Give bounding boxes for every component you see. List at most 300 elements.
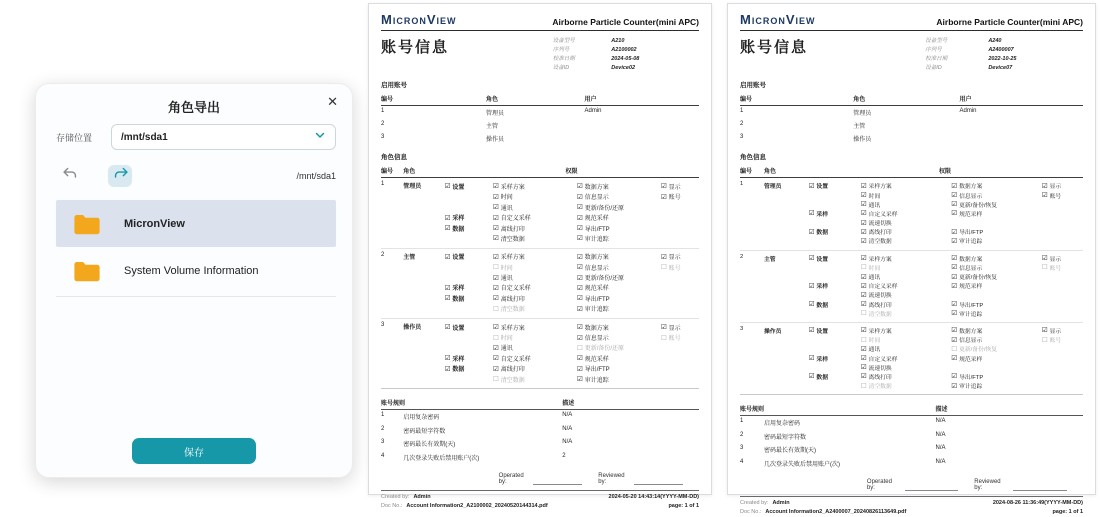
- permission-item: [951, 363, 1042, 372]
- checked-checkbox-icon: ☑: [808, 209, 815, 218]
- doc-number-value: Account Information2_A2400007_20240826113649.pdf: [765, 509, 907, 516]
- permission-label: 更新/备份/恢复: [959, 275, 998, 282]
- permission-item: [951, 190, 1042, 199]
- permission-item: [951, 227, 1042, 236]
- checked-checkbox-icon: ☑: [1041, 191, 1048, 200]
- permission-label: 数据: [816, 374, 829, 381]
- meta-row: [553, 55, 699, 64]
- checked-checkbox-icon: ☑: [660, 252, 667, 261]
- permission-label: 显示: [1049, 184, 1062, 191]
- permission-label: 采样: [452, 286, 465, 293]
- permission-group: [445, 192, 493, 202]
- unchecked-checkbox-icon: ☐: [860, 309, 867, 318]
- accounts-table-header: [381, 91, 699, 106]
- checked-checkbox-icon: ☑: [576, 234, 583, 243]
- permission-item: [1042, 254, 1083, 263]
- meta-label: 序列号: [925, 47, 942, 54]
- checked-checkbox-icon: ☑: [444, 323, 451, 332]
- checked-checkbox-icon: ☑: [860, 372, 867, 381]
- rule-name: 密码最短字符数: [764, 434, 807, 441]
- permission-label: 设置: [816, 328, 829, 335]
- permission-label: 采样: [816, 356, 829, 363]
- checked-checkbox-icon: ☑: [951, 263, 958, 272]
- permission-group: [445, 364, 493, 374]
- permission-item: [577, 212, 661, 222]
- role-number: 2: [740, 253, 744, 260]
- footer-row: [381, 502, 699, 511]
- permission-item: [861, 218, 952, 227]
- forward-button[interactable]: [108, 165, 132, 187]
- account-cell: 1: [381, 108, 385, 115]
- permission-item: [661, 181, 699, 191]
- rule-description: N/A: [935, 445, 946, 452]
- checked-checkbox-icon: ☑: [576, 213, 583, 222]
- account-cell: [960, 134, 1083, 143]
- checked-checkbox-icon: ☑: [492, 192, 499, 201]
- permission-item: [1042, 335, 1083, 344]
- checked-checkbox-icon: ☑: [808, 181, 815, 190]
- permission-item: [861, 344, 952, 353]
- permission-rows: [445, 181, 699, 243]
- permission-item: [661, 364, 699, 374]
- permission-item: [493, 181, 577, 191]
- account-cell: Admin: [959, 108, 977, 115]
- column-header: 编号: [381, 97, 394, 104]
- permission-row: [809, 263, 1083, 272]
- operated-by-label: Operated by:: [866, 478, 892, 491]
- permission-group: [445, 262, 493, 272]
- permission-label: 数据: [452, 226, 465, 233]
- unchecked-checkbox-icon: ☐: [1041, 263, 1048, 272]
- permission-label: 采样方案: [500, 184, 525, 191]
- meta-row: [925, 37, 1083, 46]
- permission-row: [809, 372, 1083, 381]
- permission-item: [493, 272, 577, 282]
- permission-label: 流速切换: [868, 221, 892, 228]
- permission-item: [577, 202, 661, 212]
- permission-item: [1042, 344, 1083, 353]
- permission-item: [493, 322, 577, 332]
- permission-row: [445, 353, 699, 363]
- rule-row: [381, 410, 699, 423]
- column-header: 角色: [853, 97, 866, 104]
- permission-item: [951, 326, 1042, 335]
- checked-checkbox-icon: ☑: [576, 354, 583, 363]
- permission-item: [577, 272, 661, 282]
- permission-row: [809, 309, 1083, 318]
- checked-checkbox-icon: ☑: [951, 281, 958, 290]
- permission-label: 采样方案: [868, 328, 892, 335]
- permission-label: 规范采样: [584, 216, 609, 223]
- checked-checkbox-icon: ☑: [860, 227, 867, 236]
- checked-checkbox-icon: ☑: [492, 354, 499, 363]
- permission-label: 清空数据: [868, 384, 892, 391]
- storage-location-select[interactable]: [111, 124, 336, 150]
- permission-item: [951, 263, 1042, 272]
- permission-group: [809, 309, 861, 318]
- permission-item: [577, 283, 661, 293]
- checked-checkbox-icon: ☑: [951, 309, 958, 318]
- permission-group: [445, 202, 493, 212]
- checked-checkbox-icon: ☑: [860, 354, 867, 363]
- permission-item: [951, 335, 1042, 344]
- rule-number: 3: [381, 439, 385, 446]
- permission-row: [445, 233, 699, 243]
- checked-checkbox-icon: ☑: [492, 323, 499, 332]
- permission-item: [1042, 236, 1083, 245]
- doc-number-label: Doc No.:: [381, 503, 403, 510]
- meta-value: Device07: [988, 65, 1013, 72]
- permission-row: [445, 181, 699, 191]
- permission-item: [1042, 363, 1083, 372]
- unchecked-checkbox-icon: ☐: [951, 344, 958, 353]
- permission-label: 审计追踪: [584, 236, 609, 243]
- permission-item: [1042, 263, 1083, 272]
- permission-item: [493, 304, 577, 314]
- permission-label: 账号: [1049, 265, 1062, 272]
- meta-value: 2022-10-25: [988, 56, 1017, 63]
- checked-checkbox-icon: ☑: [860, 363, 867, 372]
- checked-checkbox-icon: ☑: [808, 372, 815, 381]
- permission-row: [809, 335, 1083, 344]
- permission-label: 清空数据: [500, 236, 525, 243]
- permission-label: 账号: [668, 195, 681, 202]
- permission-row: [809, 353, 1083, 362]
- permission-label: 自定义采样: [500, 286, 531, 293]
- permission-row: [809, 344, 1083, 353]
- permission-item: [1042, 190, 1083, 199]
- folder-nav-row: [58, 164, 336, 188]
- account-row: [740, 106, 1083, 119]
- rule-description: 2: [562, 452, 566, 459]
- permission-row: [809, 363, 1083, 372]
- checked-checkbox-icon: ☑: [1041, 326, 1048, 335]
- permission-label: 数据方案: [584, 184, 609, 191]
- permission-item: [577, 252, 661, 262]
- checked-checkbox-icon: ☑: [444, 182, 451, 191]
- storage-location-value: /mnt/sda1: [121, 131, 168, 143]
- permission-item: [661, 252, 699, 262]
- folder-name: System Volume Information: [124, 264, 259, 277]
- checked-checkbox-icon: ☑: [576, 224, 583, 232]
- meta-label: 设备ID: [552, 65, 570, 72]
- created-by: [740, 499, 790, 508]
- checked-checkbox-icon: ☑: [444, 252, 451, 261]
- permission-rows: [445, 322, 699, 384]
- rule-number: 2: [381, 425, 385, 432]
- rule-row: [740, 430, 1083, 443]
- permission-item: [661, 283, 699, 293]
- permission-item: [493, 252, 577, 262]
- permission-item: [861, 363, 952, 372]
- column-header: 用户: [584, 97, 597, 104]
- permission-row: [809, 281, 1083, 290]
- permission-label: 数据方案: [959, 328, 983, 335]
- permission-group: [445, 223, 493, 233]
- document-header: [381, 12, 699, 31]
- rule-description: N/A: [935, 431, 946, 438]
- column-header: 编号: [740, 169, 753, 176]
- permission-label: 时间: [868, 265, 881, 272]
- checked-checkbox-icon: ☑: [576, 294, 583, 303]
- role-number: 2: [381, 251, 385, 258]
- permission-label: 清空数据: [500, 377, 525, 384]
- permission-label: 自定义采样: [500, 216, 531, 223]
- checked-checkbox-icon: ☑: [576, 323, 583, 332]
- rule-row: [381, 450, 699, 463]
- permission-group: [809, 363, 861, 372]
- permission-group: [445, 181, 493, 191]
- permission-label: 规范采样: [959, 284, 983, 291]
- permission-row: [445, 272, 699, 282]
- checked-checkbox-icon: ☑: [951, 381, 958, 390]
- permission-item: [661, 223, 699, 233]
- permission-label: 规范采样: [584, 356, 609, 363]
- permission-group: [809, 381, 861, 390]
- permission-item: [861, 254, 952, 263]
- permission-item: [951, 200, 1042, 209]
- column-header: 描述: [935, 407, 948, 414]
- permission-label: 信息显示: [959, 338, 983, 345]
- permission-label: 设置: [452, 255, 465, 262]
- permission-label: 通讯: [500, 205, 513, 212]
- checked-checkbox-icon: ☑: [951, 372, 958, 381]
- column-header: 角色: [403, 169, 416, 176]
- current-path: /mnt/sda1: [296, 171, 336, 181]
- permission-item: [1042, 326, 1083, 335]
- checked-checkbox-icon: ☑: [951, 236, 958, 245]
- permission-label: 导出/FTP: [584, 296, 610, 303]
- meta-label: 设备型号: [925, 38, 948, 44]
- title-row: [740, 36, 1083, 73]
- permission-label: 离线打印: [868, 374, 892, 381]
- permission-row: [809, 326, 1083, 335]
- permission-item: [861, 190, 952, 199]
- folder-row[interactable]: [56, 247, 336, 294]
- permission-row: [809, 190, 1083, 199]
- account-row: [381, 106, 699, 119]
- permission-group: [445, 233, 493, 243]
- checked-checkbox-icon: ☑: [860, 191, 867, 200]
- column-header: 用户: [959, 97, 972, 104]
- permission-item: [577, 293, 661, 303]
- account-cell: 主管: [485, 124, 498, 131]
- account-cell: [960, 121, 1083, 130]
- checked-checkbox-icon: ☑: [808, 300, 815, 309]
- permission-label: 更新/备份/恢复: [959, 347, 998, 354]
- checked-checkbox-icon: ☑: [444, 224, 451, 232]
- permission-item: [951, 272, 1042, 281]
- operated-by-line: [533, 478, 582, 485]
- meta-label: 校准日期: [925, 56, 948, 63]
- roles-list: [381, 178, 699, 389]
- rule-number: 1: [381, 412, 385, 419]
- column-header: 权限: [565, 169, 578, 176]
- document-header: [740, 12, 1083, 31]
- permission-label: 设置: [452, 184, 465, 191]
- close-icon[interactable]: ✕: [327, 94, 338, 109]
- permission-item: [493, 364, 577, 374]
- checked-checkbox-icon: ☑: [492, 234, 499, 243]
- permission-label: 更新/备份/还原: [584, 205, 625, 212]
- rule-name: 启用复杂密码: [764, 421, 801, 428]
- permission-row: [445, 262, 699, 272]
- roles-table-header: [381, 163, 699, 178]
- permission-label: 数据: [816, 302, 829, 309]
- roles-section-label: 角色信息: [740, 154, 766, 162]
- permission-group: [445, 332, 493, 342]
- checked-checkbox-icon: ☑: [492, 294, 499, 303]
- checked-checkbox-icon: ☑: [860, 218, 867, 227]
- checked-checkbox-icon: ☑: [1041, 254, 1048, 263]
- permission-item: [951, 254, 1042, 263]
- permission-label: 清空数据: [500, 307, 525, 314]
- permission-label: 离线打印: [500, 296, 525, 303]
- rule-name: 启用复杂密码: [403, 415, 440, 422]
- permission-label: 导出/FTP: [959, 230, 984, 237]
- created-by-value: Admin: [413, 493, 431, 500]
- permission-item: [861, 309, 952, 318]
- rules-table-header: [381, 395, 699, 410]
- permission-label: 时间: [868, 338, 881, 345]
- checked-checkbox-icon: ☑: [492, 273, 499, 282]
- checked-checkbox-icon: ☑: [860, 300, 867, 309]
- permission-item: [861, 200, 952, 209]
- checked-checkbox-icon: ☑: [492, 203, 499, 212]
- permission-item: [493, 212, 577, 222]
- permission-label: 清空数据: [868, 239, 892, 246]
- permission-item: [661, 293, 699, 303]
- rule-number: 4: [740, 458, 744, 465]
- rule-description: N/A: [935, 458, 946, 465]
- permission-row: [445, 374, 699, 384]
- meta-row: [553, 64, 699, 73]
- permission-item: [951, 381, 1042, 390]
- permission-label: 采样: [816, 211, 829, 218]
- permission-row: [445, 364, 699, 374]
- account-cell: 1: [740, 108, 744, 115]
- checked-checkbox-icon: ☑: [951, 300, 958, 309]
- permission-item: [661, 304, 699, 314]
- permission-item: [861, 326, 952, 335]
- checked-checkbox-icon: ☑: [860, 272, 867, 281]
- storage-location-label: 存储位置: [56, 132, 93, 143]
- document-preview-1: [368, 3, 712, 510]
- permission-row: [809, 200, 1083, 209]
- permission-label: 离线打印: [868, 302, 892, 309]
- meta-row: [553, 37, 699, 46]
- checked-checkbox-icon: ☑: [951, 254, 958, 263]
- permission-label: 通讯: [500, 346, 513, 353]
- permission-label: 审计追踪: [959, 311, 983, 318]
- checked-checkbox-icon: ☑: [492, 224, 499, 232]
- permission-label: 通讯: [868, 275, 881, 282]
- permission-item: [577, 332, 661, 342]
- permission-item: [1042, 200, 1083, 209]
- rule-row: [381, 424, 699, 437]
- permission-label: 数据方案: [959, 256, 983, 263]
- back-button[interactable]: [58, 165, 82, 187]
- checked-checkbox-icon: ☑: [660, 323, 667, 332]
- checked-checkbox-icon: ☑: [660, 192, 667, 201]
- checked-checkbox-icon: ☑: [1041, 181, 1048, 190]
- permission-label: 离线打印: [500, 367, 525, 374]
- permission-label: 离线打印: [868, 230, 892, 237]
- permission-row: [809, 290, 1083, 299]
- permission-label: 数据方案: [584, 255, 609, 262]
- permission-rows: [809, 254, 1083, 318]
- role-block: [381, 319, 699, 388]
- page-title: 账号信息: [381, 39, 450, 56]
- folder-icon: [72, 259, 102, 283]
- account-row: [740, 119, 1083, 132]
- permission-group: [445, 343, 493, 353]
- role-number: 1: [381, 181, 385, 188]
- permission-group: [809, 263, 861, 272]
- page-indicator: page: 1 of 1: [1052, 509, 1083, 516]
- folder-row[interactable]: [56, 200, 336, 247]
- permission-row: [445, 304, 699, 314]
- permission-group: [809, 281, 861, 290]
- redo-arrow-icon: [112, 165, 129, 187]
- permission-item: [577, 322, 661, 332]
- unchecked-checkbox-icon: ☐: [860, 381, 867, 390]
- permission-item: [1042, 290, 1083, 299]
- checked-checkbox-icon: ☑: [860, 326, 867, 335]
- permission-item: [1042, 381, 1083, 390]
- permission-group: [809, 254, 861, 263]
- column-header: 编号: [740, 97, 753, 104]
- account-cell: 2: [740, 121, 744, 128]
- permission-item: [577, 304, 661, 314]
- permission-item: [661, 353, 699, 363]
- rule-name: 密码最短字符数: [403, 428, 446, 435]
- timestamp: 2024-08-26 11:36:49(YYYY-MM-DD): [992, 499, 1083, 506]
- checked-checkbox-icon: ☑: [444, 283, 451, 292]
- checked-checkbox-icon: ☑: [808, 227, 815, 236]
- permission-label: 账号: [1049, 193, 1062, 200]
- rules-table-header: [740, 401, 1083, 416]
- save-button[interactable]: 保存: [132, 438, 256, 464]
- role-number: 3: [740, 325, 744, 332]
- account-cell: 管理员: [853, 111, 872, 118]
- permission-label: 自定义采样: [868, 211, 898, 218]
- page-indicator: page: 1 of 1: [668, 503, 699, 510]
- account-cell: 3: [381, 134, 385, 141]
- micronview-logo: MicronView: [740, 12, 816, 27]
- permission-label: 时间: [500, 336, 513, 343]
- permission-label: 信息显示: [584, 195, 609, 202]
- checked-checkbox-icon: ☑: [951, 181, 958, 190]
- permission-label: 数据: [452, 296, 465, 303]
- permission-item: [1042, 181, 1083, 190]
- permission-item: [493, 192, 577, 202]
- doc-number-value: Account Information2_A2100002_20240520144314.pdf: [406, 503, 548, 510]
- rule-row: [740, 456, 1083, 469]
- permission-group: [445, 304, 493, 314]
- column-header: 角色: [764, 169, 777, 176]
- permission-item: [861, 372, 952, 381]
- permission-group: [809, 353, 861, 362]
- permission-item: [493, 223, 577, 233]
- permission-item: [861, 335, 952, 344]
- permission-group: [809, 218, 861, 227]
- permission-row: [809, 272, 1083, 281]
- permission-item: [861, 290, 952, 299]
- permission-label: 信息显示: [584, 336, 609, 343]
- checked-checkbox-icon: ☑: [492, 252, 499, 261]
- checked-checkbox-icon: ☑: [576, 304, 583, 313]
